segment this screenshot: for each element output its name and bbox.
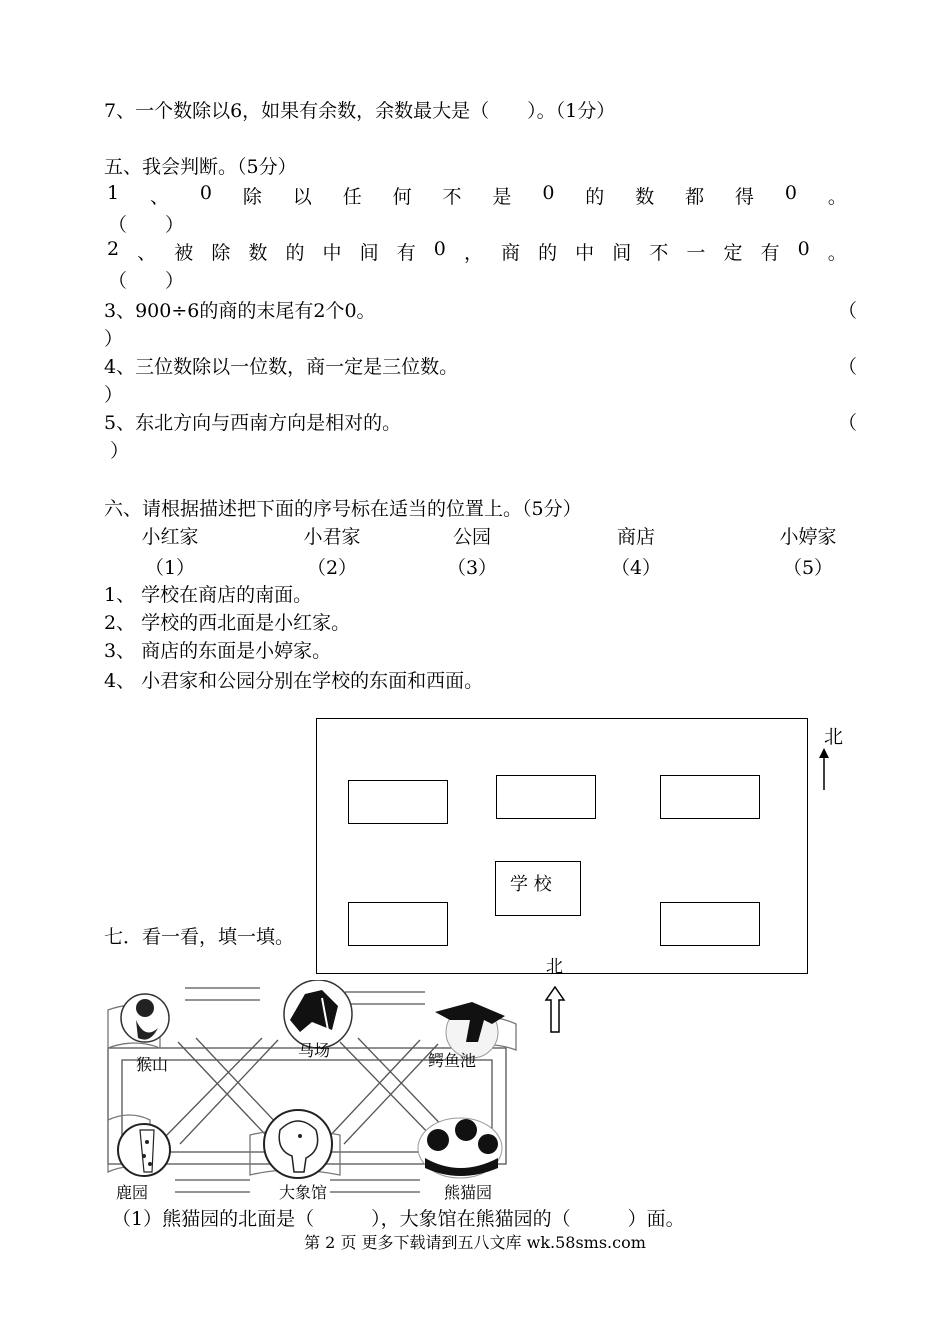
- elephant-icon: [264, 1110, 332, 1178]
- blank-box-north[interactable]: [496, 775, 596, 819]
- north-arrow-top-icon: [814, 748, 834, 792]
- place-xiaoting: 小婷家 （5）: [779, 526, 837, 579]
- zoo-question-1: （1）熊猫园的北面是（ ），大象馆在熊猫园的（ ）面。: [112, 1208, 685, 1230]
- judge-item-4: 4、三位数除以一位数，商一定是三位数。: [104, 356, 459, 378]
- label-crocodile-pool: 鳄鱼池: [428, 1053, 477, 1070]
- monkey-icon: [121, 994, 169, 1042]
- blank-box-northwest[interactable]: [348, 780, 448, 824]
- north-label-top: 北: [824, 727, 844, 748]
- north-arrow-bottom-icon: [544, 986, 566, 1034]
- school-label: 学 校: [510, 874, 552, 895]
- label-monkey-hill: 猴山: [136, 1057, 169, 1074]
- panda-icon: [418, 1118, 502, 1178]
- clue-2: 2、 学校的西北面是小红家。: [104, 612, 351, 634]
- judge-item-3-paren-close: ）: [104, 328, 124, 350]
- judge-item-1-answer[interactable]: （ ）: [108, 214, 185, 236]
- label-panda-park: 熊猫园: [444, 1185, 493, 1202]
- judge-item-3: 3、900÷6的商的末尾有2个0。: [104, 300, 376, 322]
- judge-item-4-paren-open[interactable]: （: [838, 356, 858, 378]
- section-5-title: 五、我会判断。（5分）: [104, 156, 297, 178]
- judge-item-5-paren-open[interactable]: （: [838, 412, 858, 434]
- judge-item-2-answer[interactable]: （ ）: [108, 270, 185, 292]
- school-box: [495, 861, 581, 916]
- page-footer: 第 2 页 更多下载请到五八文库 wk.58sms.com: [304, 1233, 646, 1252]
- clue-1: 1、 学校在商店的南面。: [104, 584, 313, 606]
- clue-4: 4、 小君家和公园分别在学校的东面和西面。: [104, 670, 484, 692]
- place-xiaohong: 小红家 （1）: [141, 526, 199, 579]
- place-shop: 商店 （4）: [610, 526, 662, 579]
- place-park: 公园 （3）: [446, 526, 498, 579]
- north-label-bottom: 北: [546, 957, 563, 976]
- blank-box-northeast[interactable]: [660, 775, 760, 819]
- judge-item-4-paren-close: ）: [104, 384, 124, 406]
- label-deer-park: 鹿园: [116, 1185, 149, 1202]
- zoo-map: [100, 980, 520, 1205]
- place-xiaojun: 小君家 （2）: [303, 526, 361, 579]
- section-6-title: 六、请根据描述把下面的序号标在适当的位置上。（5分）: [104, 498, 582, 520]
- blank-box-east[interactable]: [660, 902, 760, 946]
- label-horse-farm: 马场: [298, 1043, 331, 1060]
- label-elephant-house: 大象馆: [279, 1185, 328, 1202]
- clue-3: 3、 商店的东面是小婷家。: [104, 640, 332, 662]
- judge-item-5-paren-close: ）: [110, 440, 130, 462]
- judge-item-5: 5、东北方向与西南方向是相对的。: [104, 412, 402, 434]
- judge-item-1: 1 、 0 除 以 任 何 不 是 0 的 数 都 得 0 。: [107, 182, 847, 208]
- deer-icon: [118, 1124, 170, 1176]
- judge-item-3-paren-open[interactable]: （: [838, 300, 858, 322]
- judge-item-2: 2 、 被 除 数 的 中 间 有 0 ， 商 的 中 间 不 一 定 有 0 。: [107, 238, 847, 264]
- section-7-title: 七．看一看，填一填。: [104, 926, 295, 948]
- blank-box-west[interactable]: [348, 902, 448, 946]
- question-7: 7、一个数除以6，如果有余数，余数最大是（ ）。（1分）: [104, 100, 616, 122]
